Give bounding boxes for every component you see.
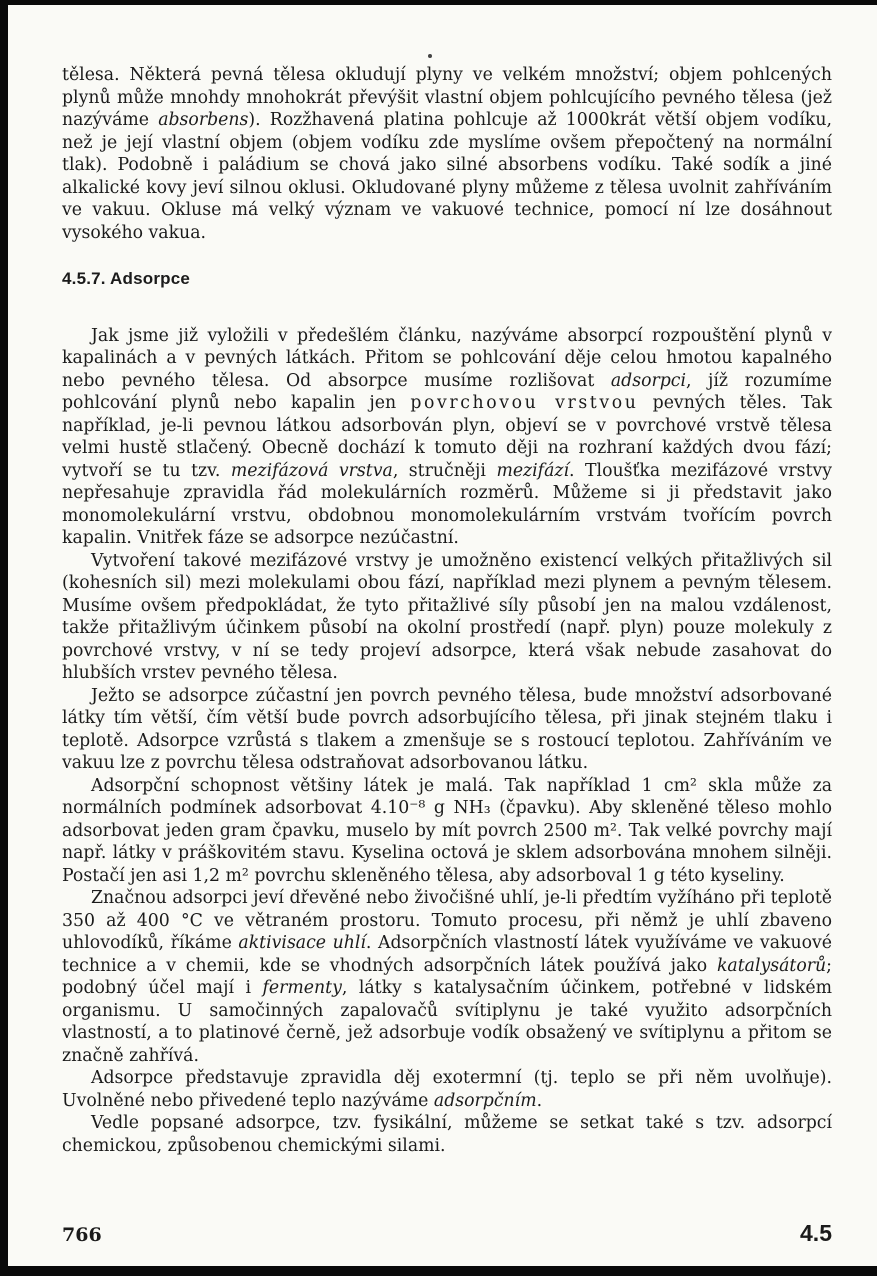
paragraph-4 (62, 775, 832, 888)
text-segment: Jak jsme již vyložili v předešlém článku, nazýváme absorpcí rozpouštění plynů v kapalinách a v pevných látkách. Přitom se pohlcování děje celou hmotou kapalného nebo pevného tělesa. Od absorpce musíme rozlišovat (62, 325, 832, 391)
text-segment: . (536, 1090, 543, 1111)
text-segment: tělesa. Některá pevná tělesa okludují plyny ve velkém množství; objem pohlcených plynů může mnohdy mnohokrát převýšit vlastní objem pohlcujícího pevného tělesa (jež nazýváme (62, 65, 832, 130)
text-segment: . Tloušťka mezifázové vrstvy nepřesahuje zpravidla řád molekulárních rozměrů. Můžeme si ji představit jako monomolekulární vrstvu, obdobnou monomolekulárním vrstvám tvořícím povrch kapalin. Vnitřek fáze se adsorpce nezúčastní. (62, 460, 832, 548)
text-segment: mezifází (496, 460, 570, 481)
scan-artifact-top-edge (0, 0, 877, 5)
text-segment: Vytvoření takové mezifázové vrstvy je umožněno existencí velkých přitažlivých sil (kohesních sil) mezi molekulami obou fází, například mezi plynem a pevným tělesem. Musíme ovšem předpokládat, že tyto přitažlivé síly působí jen na malou vzdálenost, takže přitažlivým účinkem působí na okolní prostředí (např. plyn) pouze molekuly z povrchové vrstvy, v ní se tedy projeví adsorpce, která však nebude zasahovat do hlubších vrstev pevného tělesa. (62, 550, 832, 683)
text-segment: povrchovou vrstvou (410, 393, 639, 413)
page-content (62, 64, 832, 1157)
text-segment: , látky s katalysačním účinkem, potřebné v lidském organismu. U samočinných zapalovačů svítiplynu je také využito adsorpčních vlastností, a to platinové černě, jež adsorbuje vodík obsažený ve svítiplynu a přitom se značně zahřívá. (62, 978, 832, 1066)
text-segment: adsorpci (610, 370, 687, 391)
paragraph-5 (62, 887, 832, 1067)
text-segment: . Adsorpčních vlastností látek využíváme ve vakuové technice a v chemii, kde se vhodných adsorpčních látek používá jako (62, 933, 832, 976)
section-number: 4.5 (800, 1220, 832, 1246)
text-segment: , stručněji (392, 460, 497, 481)
text-segment: Adsorpční schopnost většiny látek je malá. Tak například 1 cm² skla může za normálních podmínek adsorbovat 4.10⁻⁸ g NH₃ (čpavku). Aby skleněné těleso mohlo adsorbovat jeden gram čpavku, muselo by mít povrch 2500 m². Tak velké povrchy mají např. látky v práškovitém stavu. Kyselina octová je sklem adsorbována mnohem silněji. Postačí jen asi 1,2 m² povrchu skleněného tělesa, aby adsorboval 1 g této kyseliny. (62, 775, 832, 886)
section-heading: 4.5.7. Adsorpce (62, 269, 191, 288)
scan-artifact-speck (428, 54, 432, 58)
scan-artifact-bottom-edge (0, 1266, 877, 1276)
text-segment: katalysátorů (716, 955, 827, 976)
text-segment: Vedle popsané adsorpce, tzv. fysikální, můžeme se setkat také s tzv. adsorpcí chemickou, způsobenou chemickými silami. (62, 1113, 832, 1156)
text-segment: adsorpčním (433, 1090, 537, 1111)
text-segment: fermenty (262, 978, 342, 998)
page-number: 766 (62, 1224, 102, 1246)
page-footer (62, 1220, 832, 1247)
text-segment: , jíž rozumíme pohlcování plynů nebo kapalin jen (62, 370, 832, 413)
continuation-paragraph (62, 64, 832, 244)
paragraph-1 (62, 325, 832, 550)
text-segment: ; podobný účel mají i (62, 955, 832, 998)
text-segment: Značnou adsorpci jeví dřevěné nebo živočišné uhlí, je-li předtím vyžíháno při teplotě 350 až 400 °C ve větraném prostoru. Tomuto procesu, při němž je uhlí zbaveno uhlovodíků, říkáme (62, 888, 832, 953)
text-segment: pevných těles. Tak například, je-li pevnou látkou adsorbován plyn, objeví se v povrchové vrstvě tělesa velmi hustě stlačený. Obecně dochází k tomuto ději na rozhraní každých dvou fází; vytvoří se tu tzv. (62, 393, 832, 481)
text-segment: aktivisace uhlí (238, 933, 366, 953)
text-segment: mezifázová vrstva (230, 460, 393, 481)
paragraph-6 (62, 1067, 832, 1112)
paragraph-3 (62, 685, 832, 775)
text-segment: absorbens (158, 110, 249, 130)
text-segment: Ježto se adsorpce zúčastní jen povrch pevného tělesa, bude množství adsorbované látky tím větší, čím větší bude povrch adsorbujícího tělesa, při jinak stejném tlaku i teplotě. Adsorpce vzrůstá s tlakem a zmenšuje se s rostoucí teplotou. Zahříváním ve vakuu lze z povrchu tělesa odstraňovat adsorbovanou látku. (62, 685, 832, 773)
paragraph-2 (62, 550, 832, 685)
text-segment: Adsorpce představuje zpravidla děj exotermní (tj. teplo se při něm uvolňuje). Uvolněné nebo přivedené teplo nazýváme (62, 1068, 832, 1111)
scan-artifact-left-edge (0, 0, 8, 1276)
text-segment: ). Rozžhavená platina pohlcuje až 1000krát větší objem vodíku, než je její vlastní objem (objem vodíku zde myslíme ovšem přepočtený na normální tlak). Podobně i paládium se chová jako silné absorbens vodíku. Také sodík a jiné alkalické kovy jeví silnou oklusi. Okludované plyny můžeme z tělesa uvolnit zahříváním ve vakuu. Okluse má velký význam ve vakuové technice, pomocí ní lze dosáhnout vysokého vakua. (62, 110, 832, 243)
paragraph-7 (62, 1112, 832, 1157)
